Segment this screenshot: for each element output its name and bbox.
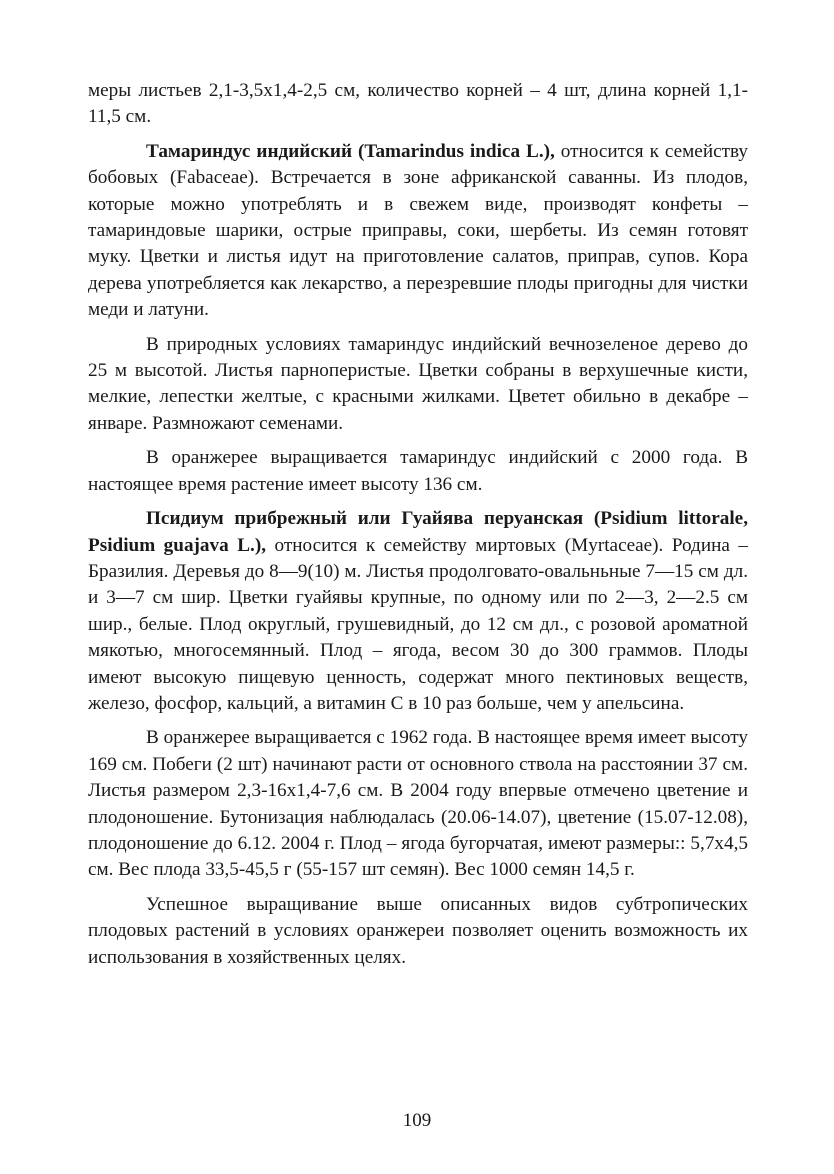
paragraph-text: относится к семейству миртовых (Myrtaceae). Родина – Бразилия. Деревья до 8—9(10) м. Листья продолговато-овальньные 7—15 см дл. и 3—7 см шир. Цветки гуайявы крупные, по одному или по 2—3, 2—2.5 см шир., белые. Плод округлый, грушевидный, до 12 см дл., с розовой ароматной мякотью, многосемянный. Плод – ягода, весом 30 до 300 граммов. Плоды имеют высокую пищевую ценность, содержат много пектиновых веществ, железо, фосфор, кальций, а витамин С в 10 раз больше, чем у апельсина. bbox=[88, 534, 748, 714]
paragraph-text: В природных условиях тамариндус индийский вечнозеленое дерево до 25 м высотой. Листья парноперистые. Цветки собраны в верхушечные кисти, мелкие, лепестки желтые, с красными жилками. Цветет обильно в декабре – январе. Размножают семенами. bbox=[88, 333, 748, 434]
paragraph-text: меры листьев 2,1-3,5х1,4-2,5 см, количество корней – 4 шт, длина корней 1,1-11,5 см. bbox=[88, 80, 748, 128]
paragraph-text: относится к семейству бобовых (Fabaceae). Встречается в зоне африканской саванны. Из плодов, которые можно употреблять и в свежем виде, производят конфеты – тамариндовые шарики, острые приправы, соки, шербеты. Из семян готовят муку. Цветки и листья идут на приготовление салатов, приправ, супов. Кора дерева употребляется как лекарство, а перезревшие плоды пригодны для чистки меди и латуни. bbox=[88, 140, 748, 321]
paragraph-text: В оранжерее выращивается тамариндус индийский с 2000 года. В настоящее время растение имеет высоту 136 см. bbox=[88, 447, 748, 495]
paragraph-tamarindus bbox=[88, 139, 748, 324]
paragraph-tamarindus-greenhouse bbox=[88, 445, 748, 498]
page-number: 109 bbox=[402, 1110, 432, 1131]
paragraph-continuation bbox=[88, 78, 748, 131]
paragraph-conclusion bbox=[88, 892, 748, 971]
paragraph-text: В оранжерее выращивается с 1962 года. В настоящее время имеет высоту 169 см. Побеги (2 шт) начинают расти от основного ствола на расстоянии 37 см. Листья размером 2,3-16х1,4-7,6 см. В 2004 году впервые отмечено цветение и плодоношение. Бутонизация наблюдалась (20.06-14.07), цветение (15.07-12.08), плодоношение до 6.12. 2004 г. Плод – ягода бугорчатая, имеют размеры:: 5,7х4,5 см. Вес плода 33,5-45,5 г (55-157 шт семян). Вес 1000 семян 14,5 г. bbox=[88, 727, 748, 881]
species-heading-tamarindus: Тамариндус индийский (Tamarindus indica L.), bbox=[146, 140, 555, 162]
paragraph-tamarindus-natural bbox=[88, 332, 748, 438]
species-heading-psidium: Псидиум прибрежный или Гуайява перуанская (Psidium littorale, Psidium guajava L.), bbox=[88, 508, 748, 556]
page-body bbox=[88, 78, 748, 979]
paragraph-psidium bbox=[88, 506, 748, 717]
paragraph-text: Успешное выращивание выше описанных видов субтропических плодовых растений в условиях оранжереи позволяет оценить возможность их использования в хозяйственных целях. bbox=[88, 893, 748, 968]
paragraph-psidium-greenhouse bbox=[88, 725, 748, 883]
